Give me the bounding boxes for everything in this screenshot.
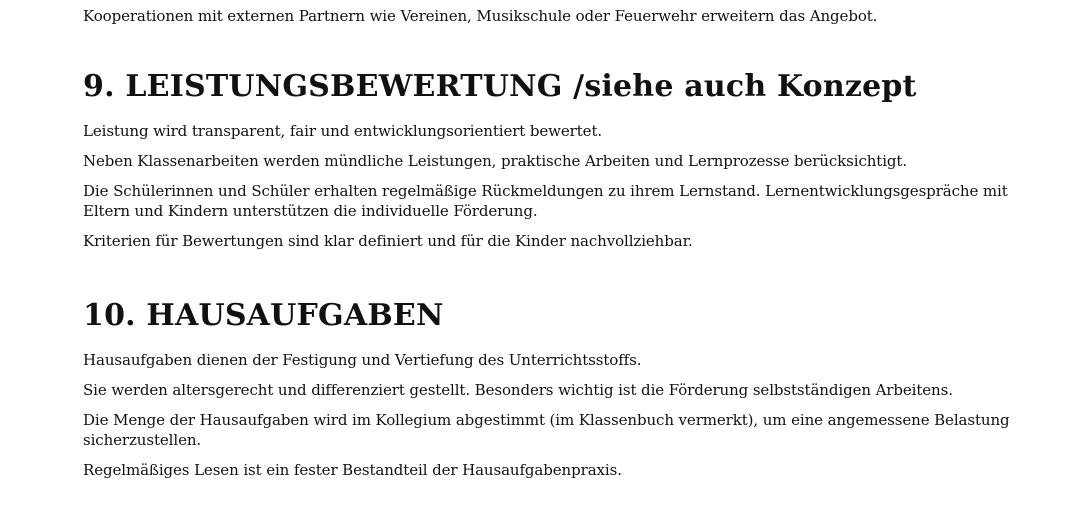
paragraph: Sie werden altersgerecht und differenziert gestellt. Besonders wichtig ist die Förderung selbstständigen Arbeitens. [83,381,953,399]
section-heading-leistungsbewertung: 9. LEISTUNGSBEWERTUNG /siehe auch Konzept [83,69,917,104]
paragraph: Hausaufgaben dienen der Festigung und Vertiefung des Unterrichtsstoffs. [83,351,642,369]
intro-paragraph: Kooperationen mit externen Partnern wie Vereinen, Musikschule oder Feuerwehr erweitern das Angebot. [83,7,878,25]
section-body-leistungsbewertung [83,121,1018,261]
section-body-hausaufgaben [83,350,1018,490]
paragraph: Regelmäßiges Lesen ist ein fester Bestandteil der Hausaufgabenpraxis. [83,461,622,479]
paragraph: Leistung wird transparent, fair und entwicklungsorientiert bewertet. [83,122,603,140]
section-heading-hausaufgaben: 10. HAUSAUFGABEN [83,298,444,333]
paragraph: Neben Klassenarbeiten werden mündliche Leistungen, praktische Arbeiten und Lernprozesse berücksichtigt. [83,152,908,170]
paragraph: Die Menge der Hausaufgaben wird im Kollegium abgestimmt (im Klassenbuch vermerkt), um eine angemessene Belastung sicherzustellen. [83,411,1010,449]
paragraph: Die Schülerinnen und Schüler erhalten regelmäßige Rückmeldungen zu ihrem Lernstand. Lernentwicklungsgespräche mit Eltern und Kindern unterstützen die individuelle Förderung. [83,182,1008,220]
paragraph: Kriterien für Bewertungen sind klar definiert und für die Kinder nachvollziehbar. [83,232,693,250]
